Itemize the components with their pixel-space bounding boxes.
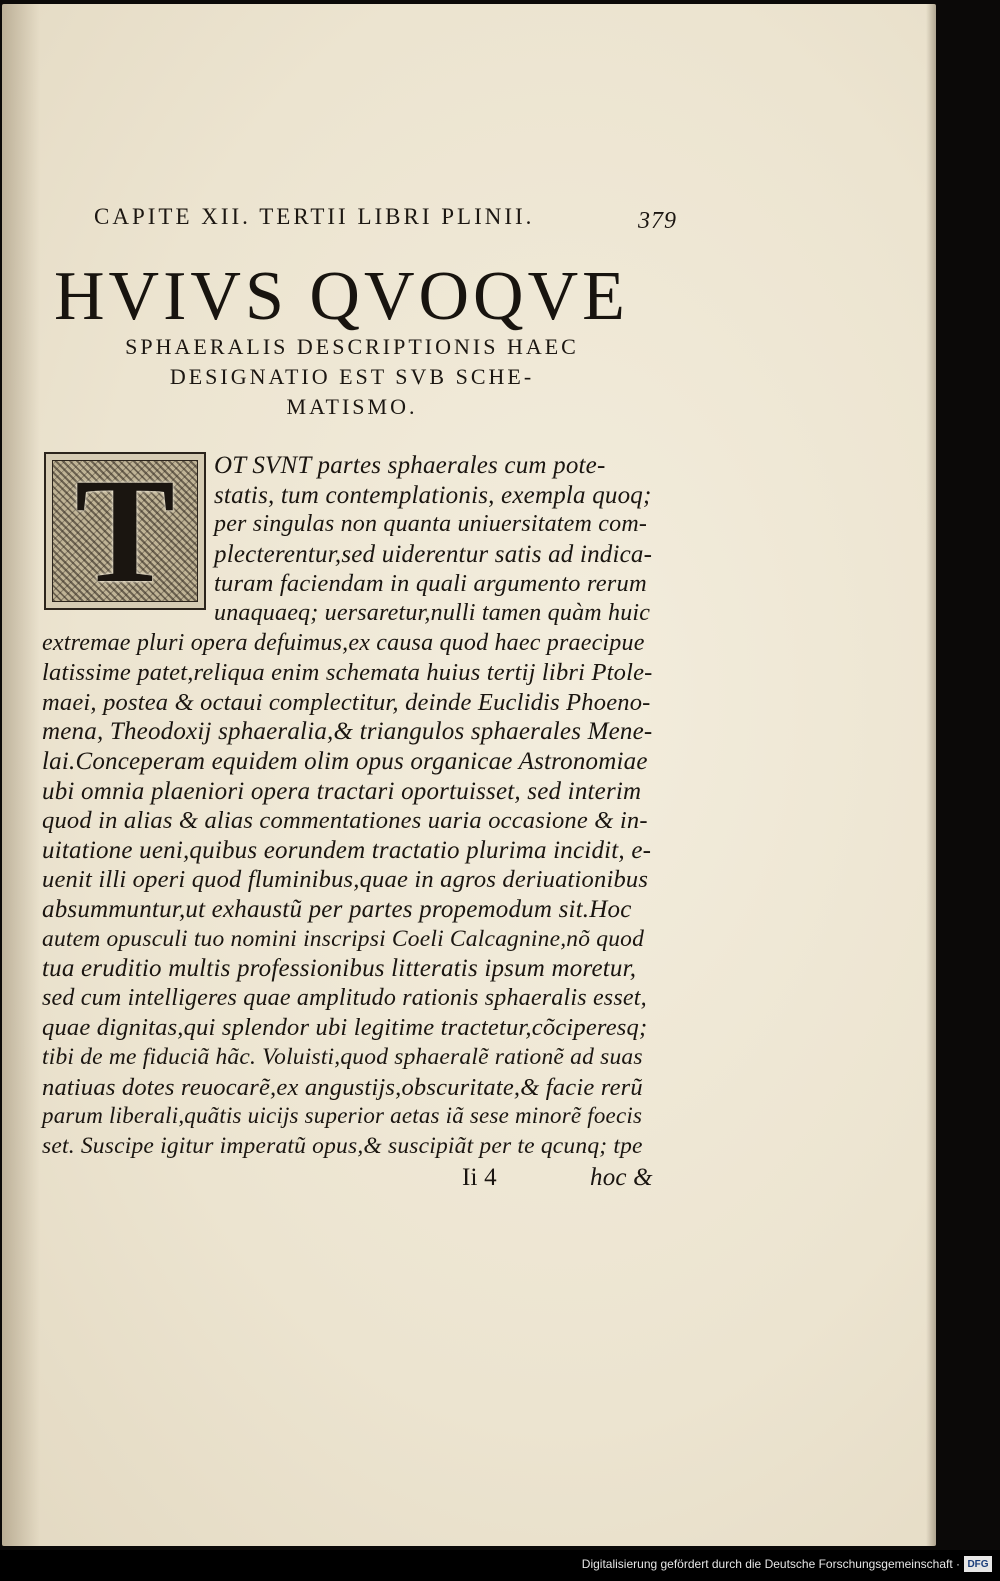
dfg-logo: DFG bbox=[964, 1556, 992, 1572]
body-line: autem opusculi tuo nomini inscripsi Coeli Calcagnine,nõ quod bbox=[42, 925, 645, 952]
body-line: maei, postea & octaui complectitur, deinde Euclidis Phoeno- bbox=[42, 688, 651, 716]
section-title: HVIVS QVOQVE bbox=[54, 258, 629, 335]
body-line: turam faciendam in quali argumento rerum bbox=[214, 570, 647, 598]
body-line: natiuas dotes reuocarẽ,ex angustijs,obscuritate,& facie rerũ bbox=[42, 1073, 643, 1101]
body-line: tibi de me fiduciã hãc. Voluisti,quod sphaeralẽ rationẽ ad suas bbox=[42, 1044, 643, 1070]
footer-credit: Digitalisierung gefördert durch die Deutsche Forschungsgemeinschaft · bbox=[581, 1557, 960, 1571]
body-line: uenit illi operi quod fluminibus,quae in agros deriuationibus bbox=[42, 866, 649, 894]
page-edge-shadow bbox=[926, 4, 936, 1546]
body-line: latissime patet,reliqua enim schemata huius tertij libri Ptole- bbox=[42, 659, 653, 687]
body-line: plecterentur,sed uiderentur satis ad indica- bbox=[214, 540, 653, 568]
initial-letter: T bbox=[74, 448, 176, 614]
body-line: lai.Conceperam equidem olim opus organicae Astronomiae bbox=[42, 748, 648, 775]
body-line: unaquaeq; uersaretur,nulli tamen quàm huic bbox=[214, 600, 651, 626]
body-line: sed cum intelligeres quae amplitudo rationis sphaeralis esset, bbox=[42, 984, 647, 1011]
body-line: quod in alias & alias commentationes uaria occasione & in- bbox=[42, 807, 648, 835]
decorated-initial bbox=[44, 448, 206, 614]
book-page bbox=[2, 4, 936, 1546]
subtitle-line: MATISMO. bbox=[286, 394, 418, 419]
body-line: extremae pluri opera defuimus,ex causa quod haec praecipue bbox=[42, 629, 645, 656]
body-line: ubi omnia plaeniori opera tractari oportuisset, sed interim bbox=[42, 777, 642, 805]
body-line: per singulas non quanta uniuersitatem com- bbox=[214, 511, 648, 538]
body-line: OT SVNT partes sphaerales cum pote- bbox=[214, 452, 606, 479]
spine-shadow bbox=[2, 4, 40, 1546]
page-number: 379 bbox=[638, 208, 677, 234]
body-line: statis, tum contemplationis, exempla quoq; bbox=[214, 481, 652, 509]
body-line: tua eruditio multis professionibus litteratis ipsum moretur, bbox=[42, 955, 637, 983]
body-line: parum liberali,quãtis uicijs superior aetas iã sese minorẽ foecis bbox=[42, 1103, 643, 1129]
subtitle-line: DESIGNATIO EST SVB SCHE- bbox=[169, 364, 535, 389]
body-line: uitatione ueni,quibus eorundem tractatio plurima incidit, e- bbox=[42, 836, 652, 864]
signature-mark: Ii 4 bbox=[462, 1164, 497, 1191]
running-head: CAPITE XII. TERTII LIBRI PLINII. bbox=[94, 204, 535, 229]
body-line: mena, Theodoxij sphaeralia,& triangulos sphaerales Mene- bbox=[42, 718, 653, 746]
body-line: set. Suscipe igitur imperatũ opus,& suscipiãt per te qcunq; tpe bbox=[42, 1132, 643, 1159]
subtitle-line: SPHAERALIS DESCRIPTIONIS HAEC bbox=[125, 334, 579, 359]
body-line: absummuntur,ut exhaustũ per partes propemodum sit.Hoc bbox=[42, 896, 632, 923]
catchword: hoc & bbox=[590, 1164, 653, 1191]
body-line: quae dignitas,qui splendor ubi legitime tractetur,cõciperesq; bbox=[42, 1014, 648, 1042]
